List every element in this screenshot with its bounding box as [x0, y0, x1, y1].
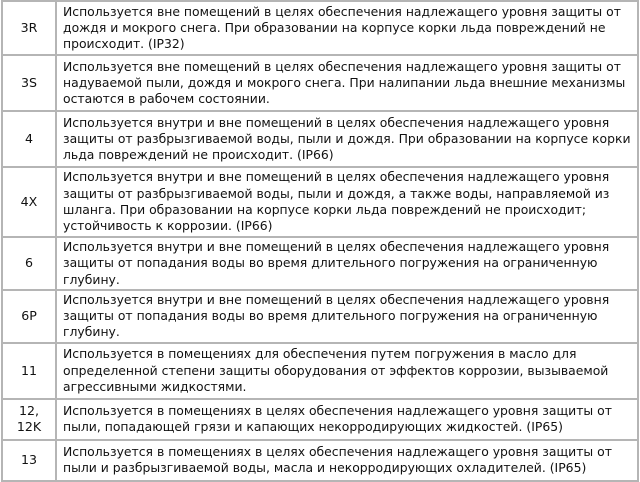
- rating-description: Используется внутри и вне помещений в целях обеспечения надлежащего уровня защиты от попадания воды во время длительного погружения на ограниченную глубину.: [56, 290, 638, 343]
- rating-description: Используется внутри и вне помещений в целях обеспечения надлежащего уровня защиты от попадания воды во время длительного погружения на ограниченную глубину.: [56, 237, 638, 290]
- enclosure-rating-table: [1, 0, 639, 482]
- table-row: [2, 167, 638, 237]
- rating-code: 3R: [2, 1, 56, 55]
- rating-code: 6P: [2, 290, 56, 343]
- rating-code: 4X: [2, 167, 56, 237]
- table-row: [2, 399, 638, 440]
- rating-code: 13: [2, 440, 56, 481]
- table-row: [2, 1, 638, 55]
- rating-description: Используется в помещениях для обеспечения путем погружения в масло для определенной степени защиты оборудования от эффектов коррозии, вызываемой агрессивными жидкостями.: [56, 343, 638, 399]
- table-row: [2, 440, 638, 481]
- rating-description: Используется внутри и вне помещений в целях обеспечения надлежащего уровня защиты от разбрызгиваемой воды, пыли и дождя, а также воды, направляемой из шланга. При образовании на корпусе корки льда повреждений не происходит; устойчивость к коррозии. (IP66): [56, 167, 638, 237]
- table-row: [2, 111, 638, 167]
- table-row: [2, 55, 638, 111]
- rating-description: Используется внутри и вне помещений в целях обеспечения надлежащего уровня защиты от разбрызгиваемой воды, пыли и дождя. При образовании на корпусе корки льда повреждений не происходит. (IP66): [56, 111, 638, 167]
- rating-code: 12, 12K: [2, 399, 56, 440]
- rating-code: 6: [2, 237, 56, 290]
- rating-description: Используется в помещениях в целях обеспечения надлежащего уровня защиты от пыли и разбрызгиваемой воды, масла и некорродирующих охладителей. (IP65): [56, 440, 638, 481]
- rating-code: 4: [2, 111, 56, 167]
- table-row: [2, 343, 638, 399]
- rating-description: Используется в помещениях в целях обеспечения надлежащего уровня защиты от пыли, попадающей грязи и капающих некорродирующих жидкостей. (IP65): [56, 399, 638, 440]
- table-row: [2, 237, 638, 290]
- rating-code: 3S: [2, 55, 56, 111]
- table-row: [2, 290, 638, 343]
- rating-description: Используется вне помещений в целях обеспечения надлежащего уровня защиты от надуваемой пыли, дождя и мокрого снега. При налипании льда внешние механизмы остаются в рабочем состоянии.: [56, 55, 638, 111]
- rating-description: Используется вне помещений в целях обеспечения надлежащего уровня защиты от дождя и мокрого снега. При образовании на корпусе корки льда повреждений не происходит. (IP32): [56, 1, 638, 55]
- rating-code: 11: [2, 343, 56, 399]
